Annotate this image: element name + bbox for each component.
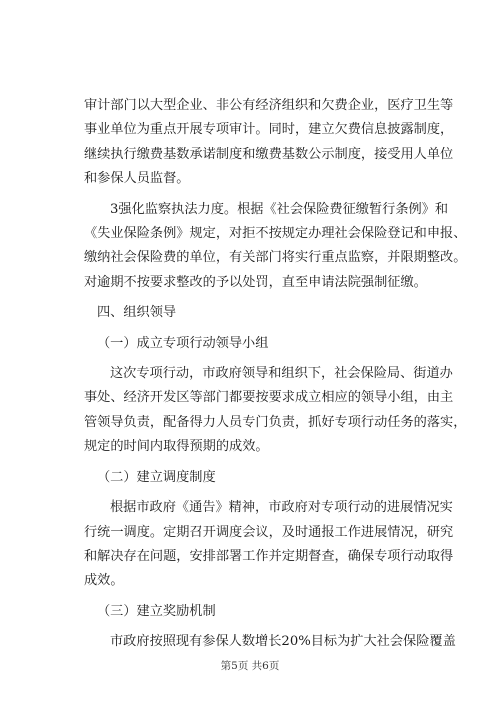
text-line: 和解决存在问题，安排部署工作并定期督查，确保专项行动取得 [84,548,454,564]
text-line: 管领导负责，配备得力人员专门负责，抓好专项行动任务的落实， [84,414,467,430]
paragraph-leadership-group [84,362,467,460]
text-line: 对逾期不按要求整改的予以处罚，直至申请法院强制征缴。 [84,274,427,290]
text-line: 继续执行缴费基数承诺制度和缴费基数公示制度，接受用人单位 [84,146,454,162]
text-line: 缴纳社会保险费的单位，有关部门将实行重点监察，并限期整改。 [84,250,467,266]
document-body [84,94,467,656]
text-line: 成效。 [84,573,124,589]
text-line: 这次专项行动，市政府领导和组织下，社会保险局、街道办 [110,366,453,382]
text-line: 市政府按照现有参保人数增长20%目标为扩大社会保险覆盖 [110,634,456,650]
text-line: 3强化监察执法力度。根据《社会保险费征缴暂行条例》和 [110,201,449,217]
text-line: 和参保人员监督。 [84,171,190,187]
text-line: 审计部门以大型企业、非公有经济组织和欠费企业，医疗卫生等 [84,98,454,113]
text-line: 行统一调度。定期召开调度会议，及时通报工作进展情况，研究 [84,524,454,540]
section-heading: 四、组织领导 [97,305,177,321]
paragraph-dispatch [84,496,454,594]
text-line: 事处、经济开发区等部门都要按要求成立相应的领导小组，由主 [84,390,454,406]
text-line: 《失业保险条例》规定，对拒不按规定办理社会保险登记和申报、 [84,226,467,242]
paragraph-audit [84,94,454,192]
subsection-heading-1: （一）成立专项行动领导小组 [97,335,269,351]
subsection-heading-3: （三）建立奖励机制 [97,603,216,619]
text-line: 根据市政府《通告》精神，市政府对专项行动的进展情况实 [110,500,453,516]
paragraph-enforcement [84,198,467,296]
text-line: 规定的时间内取得预期的成效。 [84,439,269,455]
page-number-footer: 第5页 共6页 [220,660,280,672]
subsection-heading-2: （二）建立调度制度 [97,469,216,485]
paragraph-reward [84,630,456,654]
text-line: 事业单位为重点开展专项审计。同时，建立欠费信息披露制度， [84,122,454,138]
